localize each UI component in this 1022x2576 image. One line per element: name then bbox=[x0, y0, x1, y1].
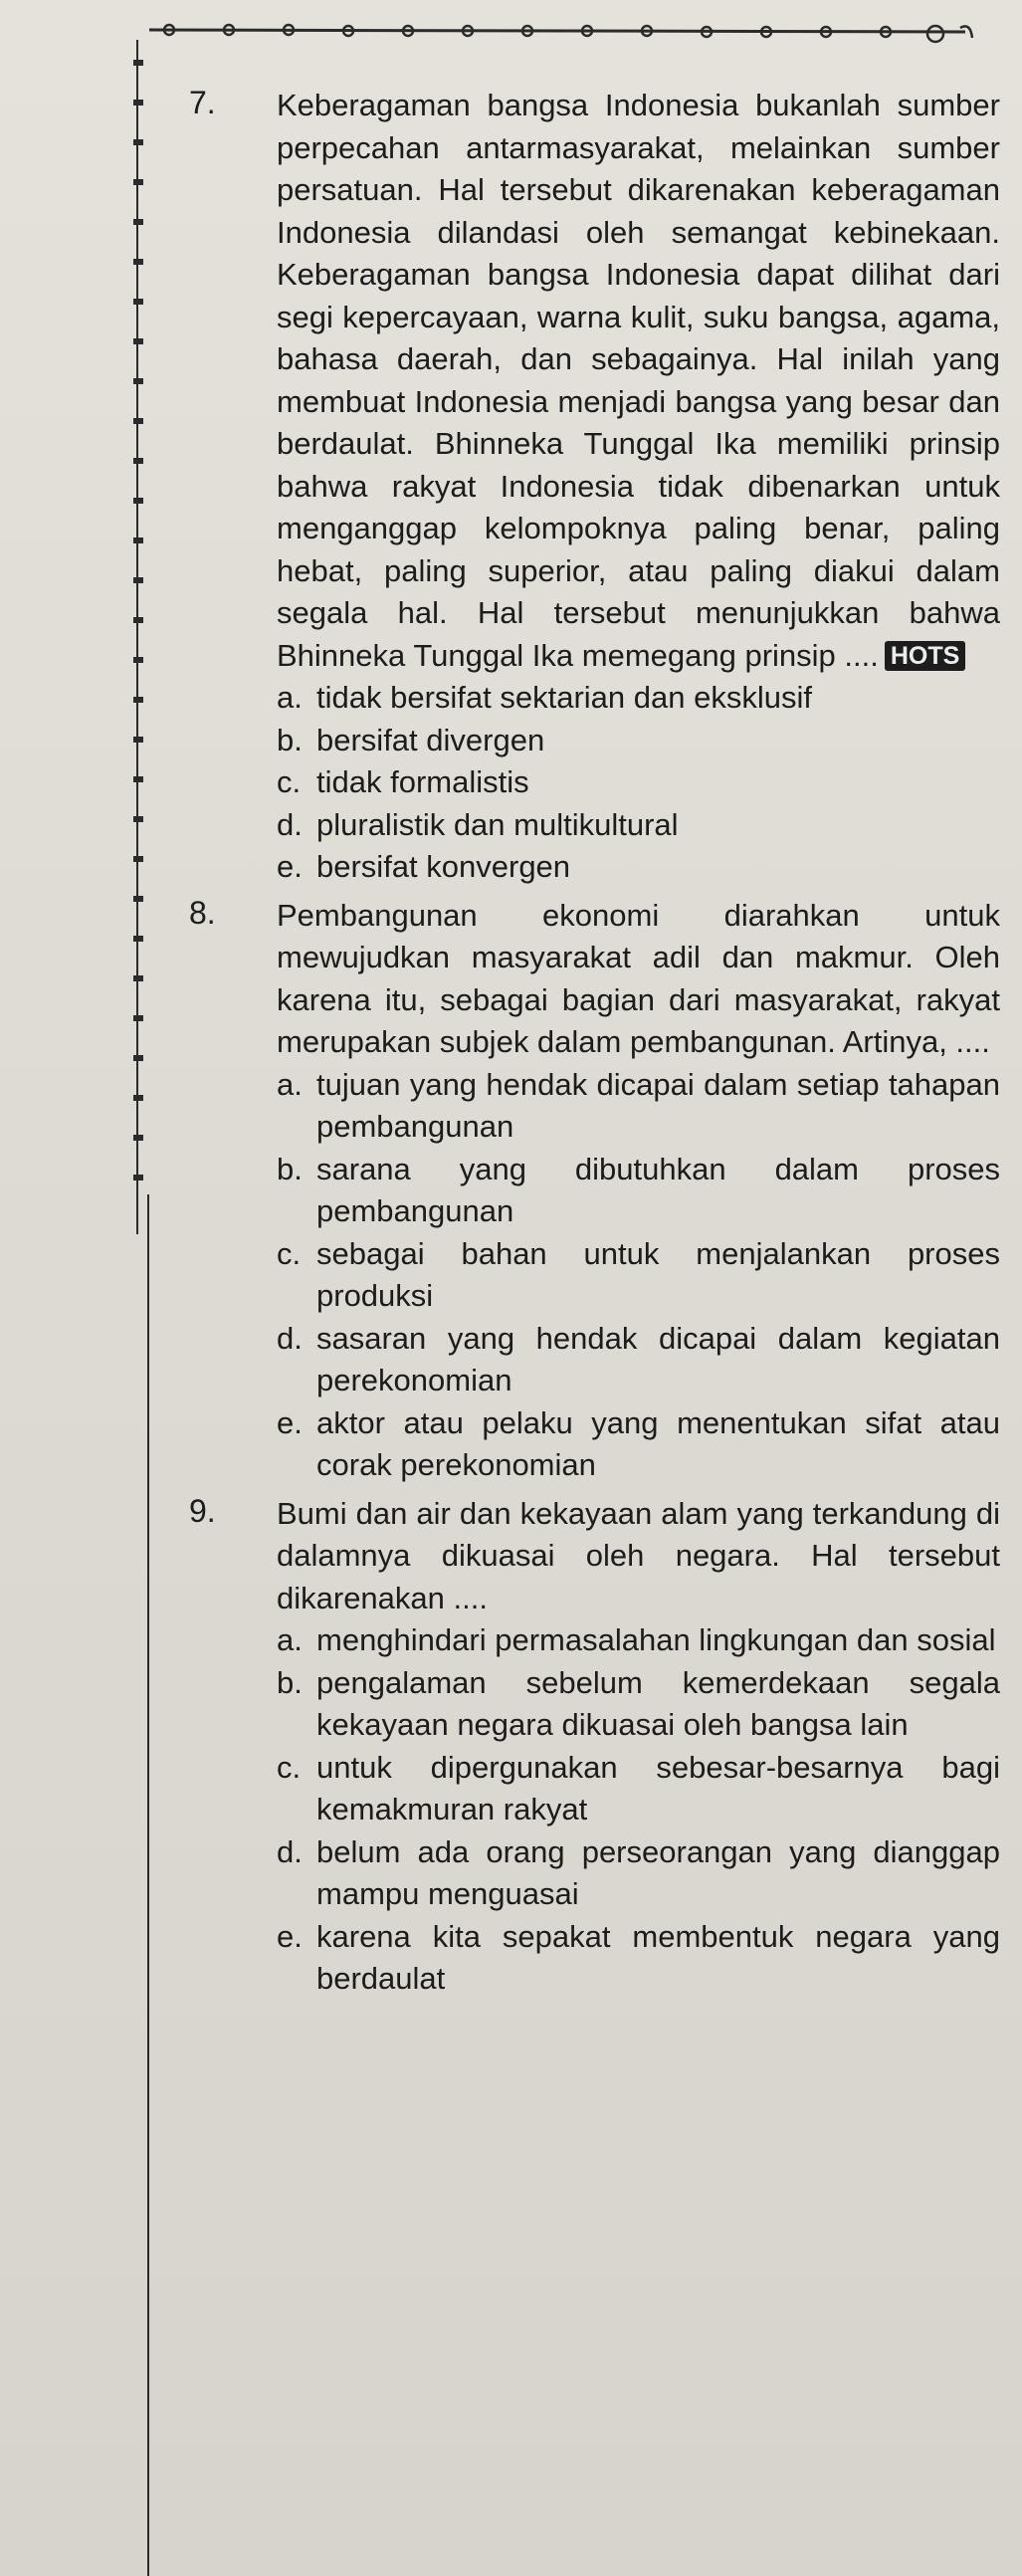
question-text: Keberagaman bangsa Indonesia bukanlah sumber perpecahan antarmasyarakat, melainkan sumber persatuan. Hal tersebut dikarenakan keberagaman Indonesia dilandasi oleh semangat kebinekaan. Keberagaman bangsa Indonesia dapat dilihat dari segi kepercayaan, warna kulit, suku bangsa, agama, bahasa daerah, dan sebagainya. Hal inilah yang membuat Indonesia menjadi bangsa yang besar dan berdaulat. Bhinneka Tunggal Ika memiliki prinsip bahwa rakyat Indonesia tidak dibenarkan untuk menganggap kelompoknya paling benar, paling hebat, paling superior, atau paling diakui dalam segala hal. Hal tersebut menunjukkan bahwa Bhinneka Tunggal Ika memegang prinsip .... HOTS bbox=[277, 88, 1000, 673]
answer-option-e[interactable]: e. aktor atau pelaku yang menentukan sifat atau corak perekonomian bbox=[277, 1404, 1000, 1482]
question-number: 8. bbox=[189, 894, 216, 931]
answer-options bbox=[277, 1064, 1000, 1487]
question-9 bbox=[189, 1493, 1000, 2001]
answer-option-c[interactable]: c. untuk dipergunakan sebesar-besarnya bagi kemakmuran rakyat bbox=[277, 1749, 1000, 1826]
answer-option-c[interactable]: c. sebagai bahan untuk menjalankan proses produksi bbox=[277, 1235, 1000, 1313]
answer-option-d[interactable]: d. belum ada orang perseorangan yang dianggap mampu menguasai bbox=[277, 1833, 1000, 1911]
answer-options bbox=[277, 677, 1000, 889]
question-text: Bumi dan air dan kekayaan alam yang terkandung di dalamnya dikuasai oleh negara. Hal tersebut dikarenakan .... bbox=[277, 1495, 1000, 1615]
answer-option-a[interactable]: a. tujuan yang hendak dicapai dalam setiap tahapan pembangunan bbox=[277, 1066, 1000, 1144]
question-list bbox=[189, 85, 1000, 2001]
page-margin-line bbox=[147, 1194, 149, 2576]
answer-option-b[interactable]: b. sarana yang dibutuhkan dalam proses pembangunan bbox=[277, 1151, 1000, 1228]
answer-option-d[interactable]: d. pluralistik dan multikultural bbox=[277, 806, 679, 842]
question-7 bbox=[189, 85, 1000, 889]
answer-option-c[interactable]: c. tidak formalistis bbox=[277, 764, 529, 799]
answer-option-e[interactable]: e. karena kita sepakat membentuk negara yang berdaulat bbox=[277, 1918, 1000, 1996]
answer-option-b[interactable]: b. pengalaman sebelum kemerdekaan segala kekayaan negara dikuasai oleh bangsa lain bbox=[277, 1664, 1000, 1742]
spiral-binding-top bbox=[149, 18, 1005, 48]
question-number: 9. bbox=[189, 1492, 216, 1529]
answer-option-d[interactable]: d. sasaran yang hendak dicapai dalam kegiatan perekonomian bbox=[277, 1320, 1000, 1397]
answer-option-e[interactable]: e. bersifat konvergen bbox=[277, 849, 571, 884]
answer-option-b[interactable]: b. bersifat divergen bbox=[277, 722, 545, 757]
hots-badge: HOTS bbox=[885, 641, 965, 671]
spiral-binding-left bbox=[129, 40, 169, 1234]
question-text: Pembangunan ekonomi diarahkan untuk mewujudkan masyarakat adil dan makmur. Oleh karena itu, sebagai bagian dari masyarakat, rakyat merupakan subjek dalam pembangunan. Artinya, .... bbox=[277, 897, 1000, 1059]
answer-options bbox=[277, 1619, 1000, 2001]
answer-option-a[interactable]: a. tidak bersifat sektarian dan eksklusif bbox=[277, 680, 812, 715]
answer-option-a[interactable]: a. menghindari permasalahan lingkungan dan sosial bbox=[277, 1622, 996, 1657]
question-number: 7. bbox=[189, 85, 216, 120]
question-8 bbox=[189, 895, 1000, 1487]
